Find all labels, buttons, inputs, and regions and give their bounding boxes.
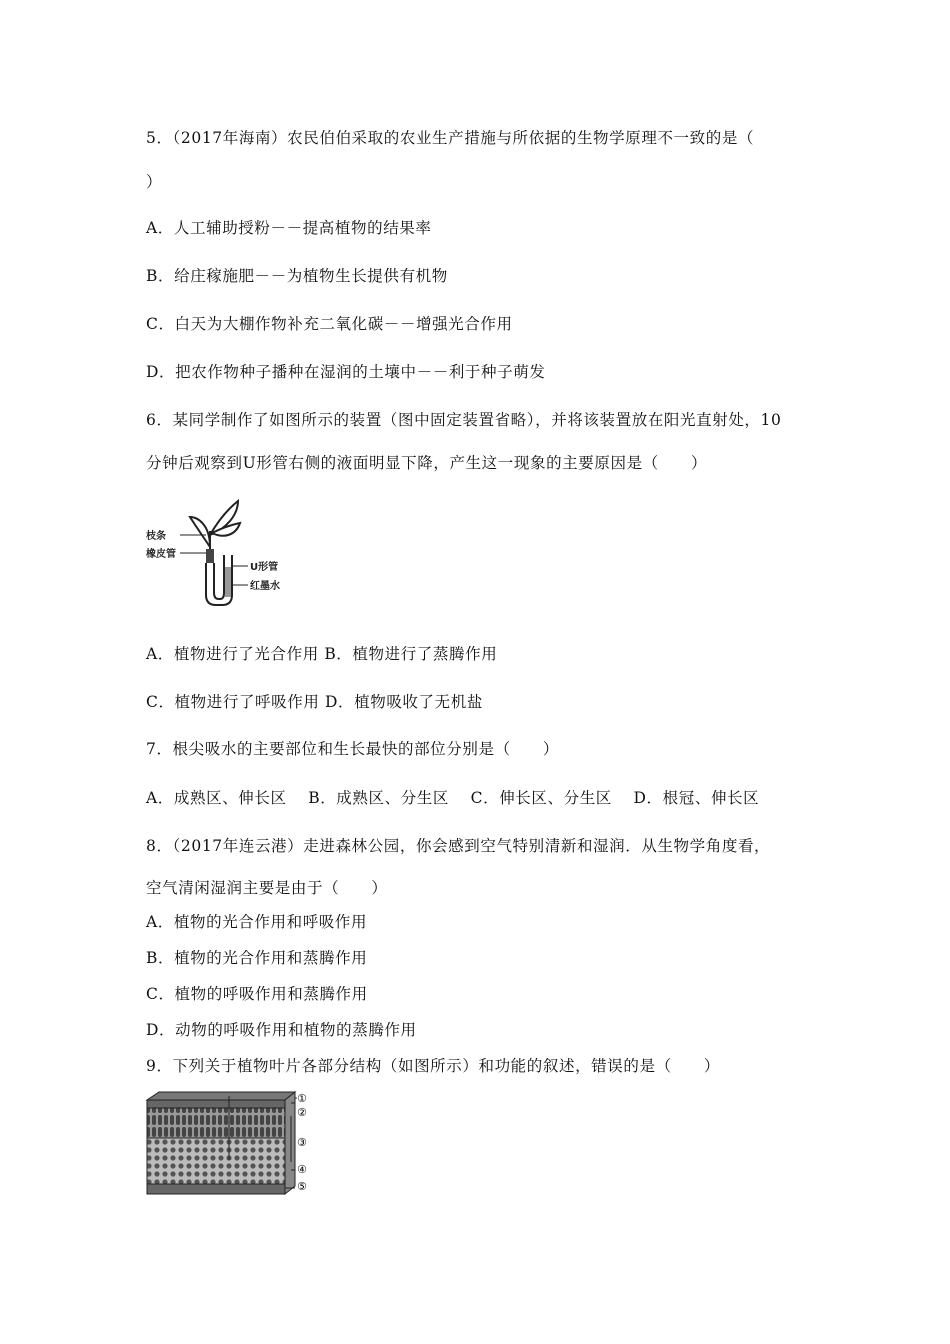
q6-stem-line1: 6．某同学制作了如图所示的装置（图中固定装置省略），并将该装置放在阳光直射处，10: [146, 411, 782, 429]
q8-stem-line2: 空气清闲湿润主要是由于（ ）: [146, 879, 388, 897]
rubber-tube: [206, 549, 214, 563]
q5-option-c: C．白天为大棚作物补充二氧化碳－－增强光合作用: [146, 315, 513, 333]
q7-stem: 7．根尖吸水的主要部位和生长最快的部位分别是（ ）: [146, 740, 559, 758]
u-tube-apparatus-figure: [140, 495, 315, 610]
q8-option-d: D．动物的呼吸作用和植物的蒸腾作用: [146, 1021, 417, 1039]
q6-options-row2: C．植物进行了呼吸作用 D．植物吸收了无机盐: [146, 693, 483, 711]
red-ink: [225, 567, 231, 597]
q8-option-a: A．植物的光合作用和呼吸作用: [146, 913, 368, 931]
label-1: ①: [297, 1092, 307, 1105]
q8-option-b: B．植物的光合作用和蒸腾作用: [146, 949, 368, 967]
q5-stem-line1: 5．（2017年海南）农民伯伯采取的农业生产措施与所依据的生物学原理不一致的是（: [146, 129, 755, 147]
q9-stem: 9．下列关于植物叶片各部分结构（如图所示）和功能的叙述，错误的是（ ）: [146, 1057, 720, 1075]
label-4: ④: [297, 1163, 307, 1176]
q5-option-b: B．给庄稼施肥－－为植物生长提供有机物: [146, 267, 448, 285]
q8-option-c: C．植物的呼吸作用和蒸腾作用: [146, 985, 368, 1003]
q5-option-a: A．人工辅助授粉－－提高植物的结果率: [146, 219, 432, 237]
q8-stem-line1: 8．（2017年连云港）走进森林公园，你会感到空气特别清新和湿润．从生物学角度看，: [146, 837, 771, 855]
label-rubber-tube: 橡皮管: [146, 549, 176, 560]
label-u-tube: U形管: [250, 562, 279, 573]
label-5: ⑤: [297, 1180, 307, 1193]
q5-stem-line2: ）: [146, 173, 163, 191]
palisade-layer: [147, 1108, 285, 1138]
q5-option-d: D．把农作物种子播种在湿润的土壤中－－利于种子萌发: [146, 363, 546, 381]
label-branch: 枝条: [146, 531, 166, 542]
label-red-ink: 红墨水: [250, 581, 280, 592]
spongy-layer: [147, 1138, 285, 1184]
label-2: ②: [297, 1106, 307, 1119]
q6-options-row1: A．植物进行了光合作用 B．植物进行了蒸腾作用: [146, 645, 498, 663]
leaf-icon: [190, 517, 210, 547]
q7-options: A．成熟区、伸长区 B．成熟区、分生区 C．伸长区、分生区 D．根冠、伸长区: [146, 789, 760, 807]
q6-stem-line2: 分钟后观察到U形管右侧的液面明显下降，产生这一现象的主要原因是（ ）: [146, 454, 708, 472]
label-3: ③: [297, 1136, 307, 1149]
lower-epidermis: [147, 1184, 285, 1194]
leaf-cross-section-figure: [145, 1090, 325, 1208]
upper-epidermis: [147, 1100, 285, 1108]
